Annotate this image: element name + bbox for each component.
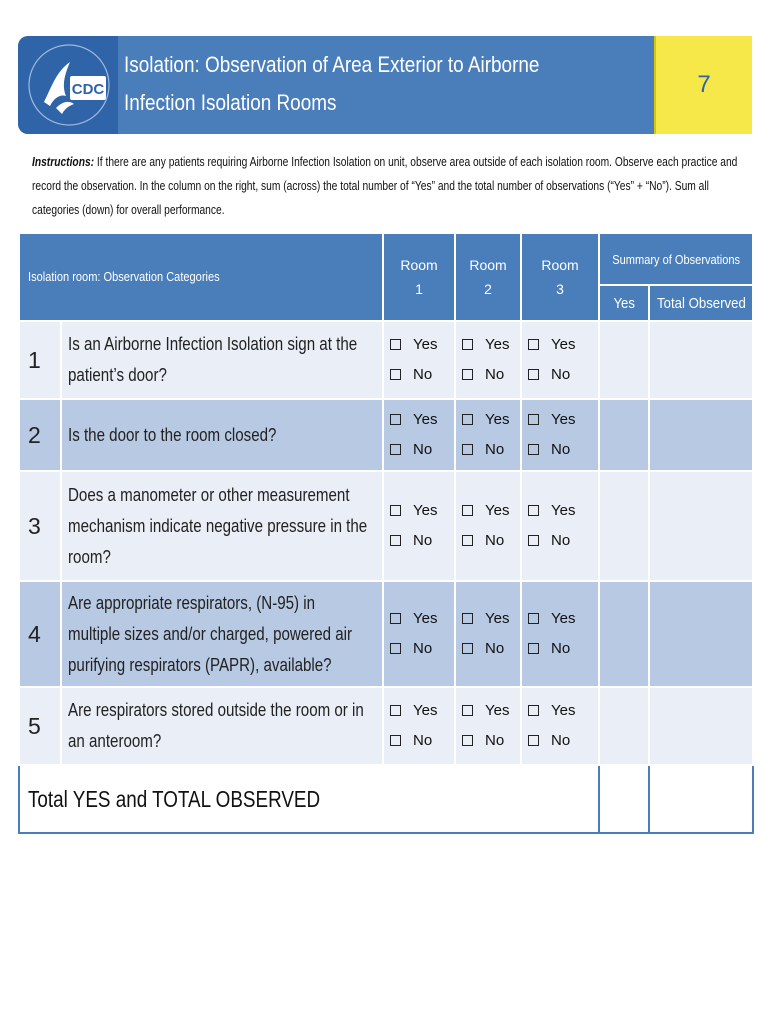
no-checkbox[interactable]: No <box>528 360 598 390</box>
total-yes-cell[interactable] <box>599 765 649 833</box>
no-checkbox[interactable]: No <box>390 360 454 390</box>
row-question: Is an Airborne Infection Isolation sign at the patient’s door? <box>61 321 383 399</box>
room-2-options <box>455 399 521 471</box>
yes-checkbox[interactable]: Yes <box>528 405 598 435</box>
no-checkbox[interactable]: No <box>528 526 598 556</box>
yes-checkbox[interactable]: Yes <box>528 696 598 726</box>
room-2-header: Room 2 <box>455 233 521 321</box>
no-checkbox[interactable]: No <box>390 634 454 664</box>
room-2-options <box>455 581 521 687</box>
table-row <box>19 399 753 471</box>
yes-checkbox[interactable]: Yes <box>390 604 454 634</box>
page-number: 7 <box>654 36 752 134</box>
room-3-options <box>521 581 599 687</box>
row-number: 5 <box>19 687 61 765</box>
page-title <box>124 46 571 122</box>
table-row <box>19 687 753 765</box>
hhs-eagle-icon <box>26 42 112 128</box>
row-question: Are respirators stored outside the room or in an anteroom? <box>61 687 383 765</box>
yes-header: Yes <box>599 285 649 321</box>
total-observed-cell[interactable] <box>649 581 753 687</box>
row-number: 4 <box>19 581 61 687</box>
title-line-2: Infection Isolation Rooms <box>124 90 337 115</box>
row-question: Does a manometer or other measurement mechanism indicate negative pressure in the room? <box>61 471 383 581</box>
yes-checkbox[interactable]: Yes <box>462 405 520 435</box>
room-3-options <box>521 471 599 581</box>
yes-sum-cell[interactable] <box>599 687 649 765</box>
room-3-options <box>521 687 599 765</box>
instructions-label: Instructions: <box>32 155 95 169</box>
room-1-header: Room 1 <box>383 233 455 321</box>
yes-sum-cell[interactable] <box>599 399 649 471</box>
yes-checkbox[interactable]: Yes <box>462 496 520 526</box>
yes-sum-cell[interactable] <box>599 321 649 399</box>
table-row <box>19 321 753 399</box>
total-label: Total YES and TOTAL OBSERVED <box>19 765 599 833</box>
row-number: 2 <box>19 399 61 471</box>
category-header: Isolation room: Observation Categories <box>19 233 383 321</box>
room-1-options <box>383 471 455 581</box>
instructions <box>32 150 754 222</box>
no-checkbox[interactable]: No <box>462 634 520 664</box>
total-observed-cell[interactable] <box>649 471 753 581</box>
table-row <box>19 471 753 581</box>
yes-checkbox[interactable]: Yes <box>462 696 520 726</box>
logo-text: CDC <box>71 81 105 98</box>
total-observed-cell[interactable] <box>649 687 753 765</box>
no-checkbox[interactable]: No <box>462 360 520 390</box>
yes-checkbox[interactable]: Yes <box>390 496 454 526</box>
room-1-options <box>383 581 455 687</box>
no-checkbox[interactable]: No <box>462 435 520 465</box>
summary-header: Summary of Observations <box>599 233 753 285</box>
yes-checkbox[interactable]: Yes <box>462 604 520 634</box>
row-question: Is the door to the room closed? <box>61 399 383 471</box>
room-2-options <box>455 687 521 765</box>
no-checkbox[interactable]: No <box>528 726 598 756</box>
yes-checkbox[interactable]: Yes <box>528 330 598 360</box>
yes-sum-cell[interactable] <box>599 581 649 687</box>
yes-sum-cell[interactable] <box>599 471 649 581</box>
cdc-logo <box>18 36 118 134</box>
total-observed-cell[interactable] <box>649 399 753 471</box>
row-number: 3 <box>19 471 61 581</box>
yes-checkbox[interactable]: Yes <box>390 696 454 726</box>
room-1-options <box>383 687 455 765</box>
observation-table <box>18 232 754 834</box>
instructions-text: If there are any patients requiring Airborne Infection Isolation on unit, observe area outside of each isolation room. Observe each practice and record the observation. In the column on the right, sum (across) the total number of “Yes” and the total number of observations (“Yes” + “No”). Sum all categories (down) for overall performance. <box>32 155 738 217</box>
room-3-header: Room 3 <box>521 233 599 321</box>
yes-checkbox[interactable]: Yes <box>528 496 598 526</box>
no-checkbox[interactable]: No <box>528 634 598 664</box>
page-header <box>18 36 752 134</box>
no-checkbox[interactable]: No <box>462 526 520 556</box>
room-2-options <box>455 321 521 399</box>
room-3-options <box>521 399 599 471</box>
yes-checkbox[interactable]: Yes <box>528 604 598 634</box>
no-checkbox[interactable]: No <box>390 726 454 756</box>
yes-checkbox[interactable]: Yes <box>390 405 454 435</box>
total-row <box>19 765 753 833</box>
room-3-options <box>521 321 599 399</box>
no-checkbox[interactable]: No <box>528 435 598 465</box>
room-2-options <box>455 471 521 581</box>
yes-checkbox[interactable]: Yes <box>390 330 454 360</box>
row-number: 1 <box>19 321 61 399</box>
total-observed-sum-cell[interactable] <box>649 765 753 833</box>
no-checkbox[interactable]: No <box>390 435 454 465</box>
total-observed-cell[interactable] <box>649 321 753 399</box>
room-1-options <box>383 321 455 399</box>
total-observed-header: Total Observed <box>649 285 753 321</box>
title-line-1: Isolation: Observation of Area Exterior to Airborne <box>124 52 540 77</box>
no-checkbox[interactable]: No <box>390 526 454 556</box>
row-question: Are appropriate respirators, (N-95) in multiple sizes and/or charged, powered air purifying respirators (PAPR), available? <box>61 581 383 687</box>
no-checkbox[interactable]: No <box>462 726 520 756</box>
table-row <box>19 581 753 687</box>
yes-checkbox[interactable]: Yes <box>462 330 520 360</box>
room-1-options <box>383 399 455 471</box>
